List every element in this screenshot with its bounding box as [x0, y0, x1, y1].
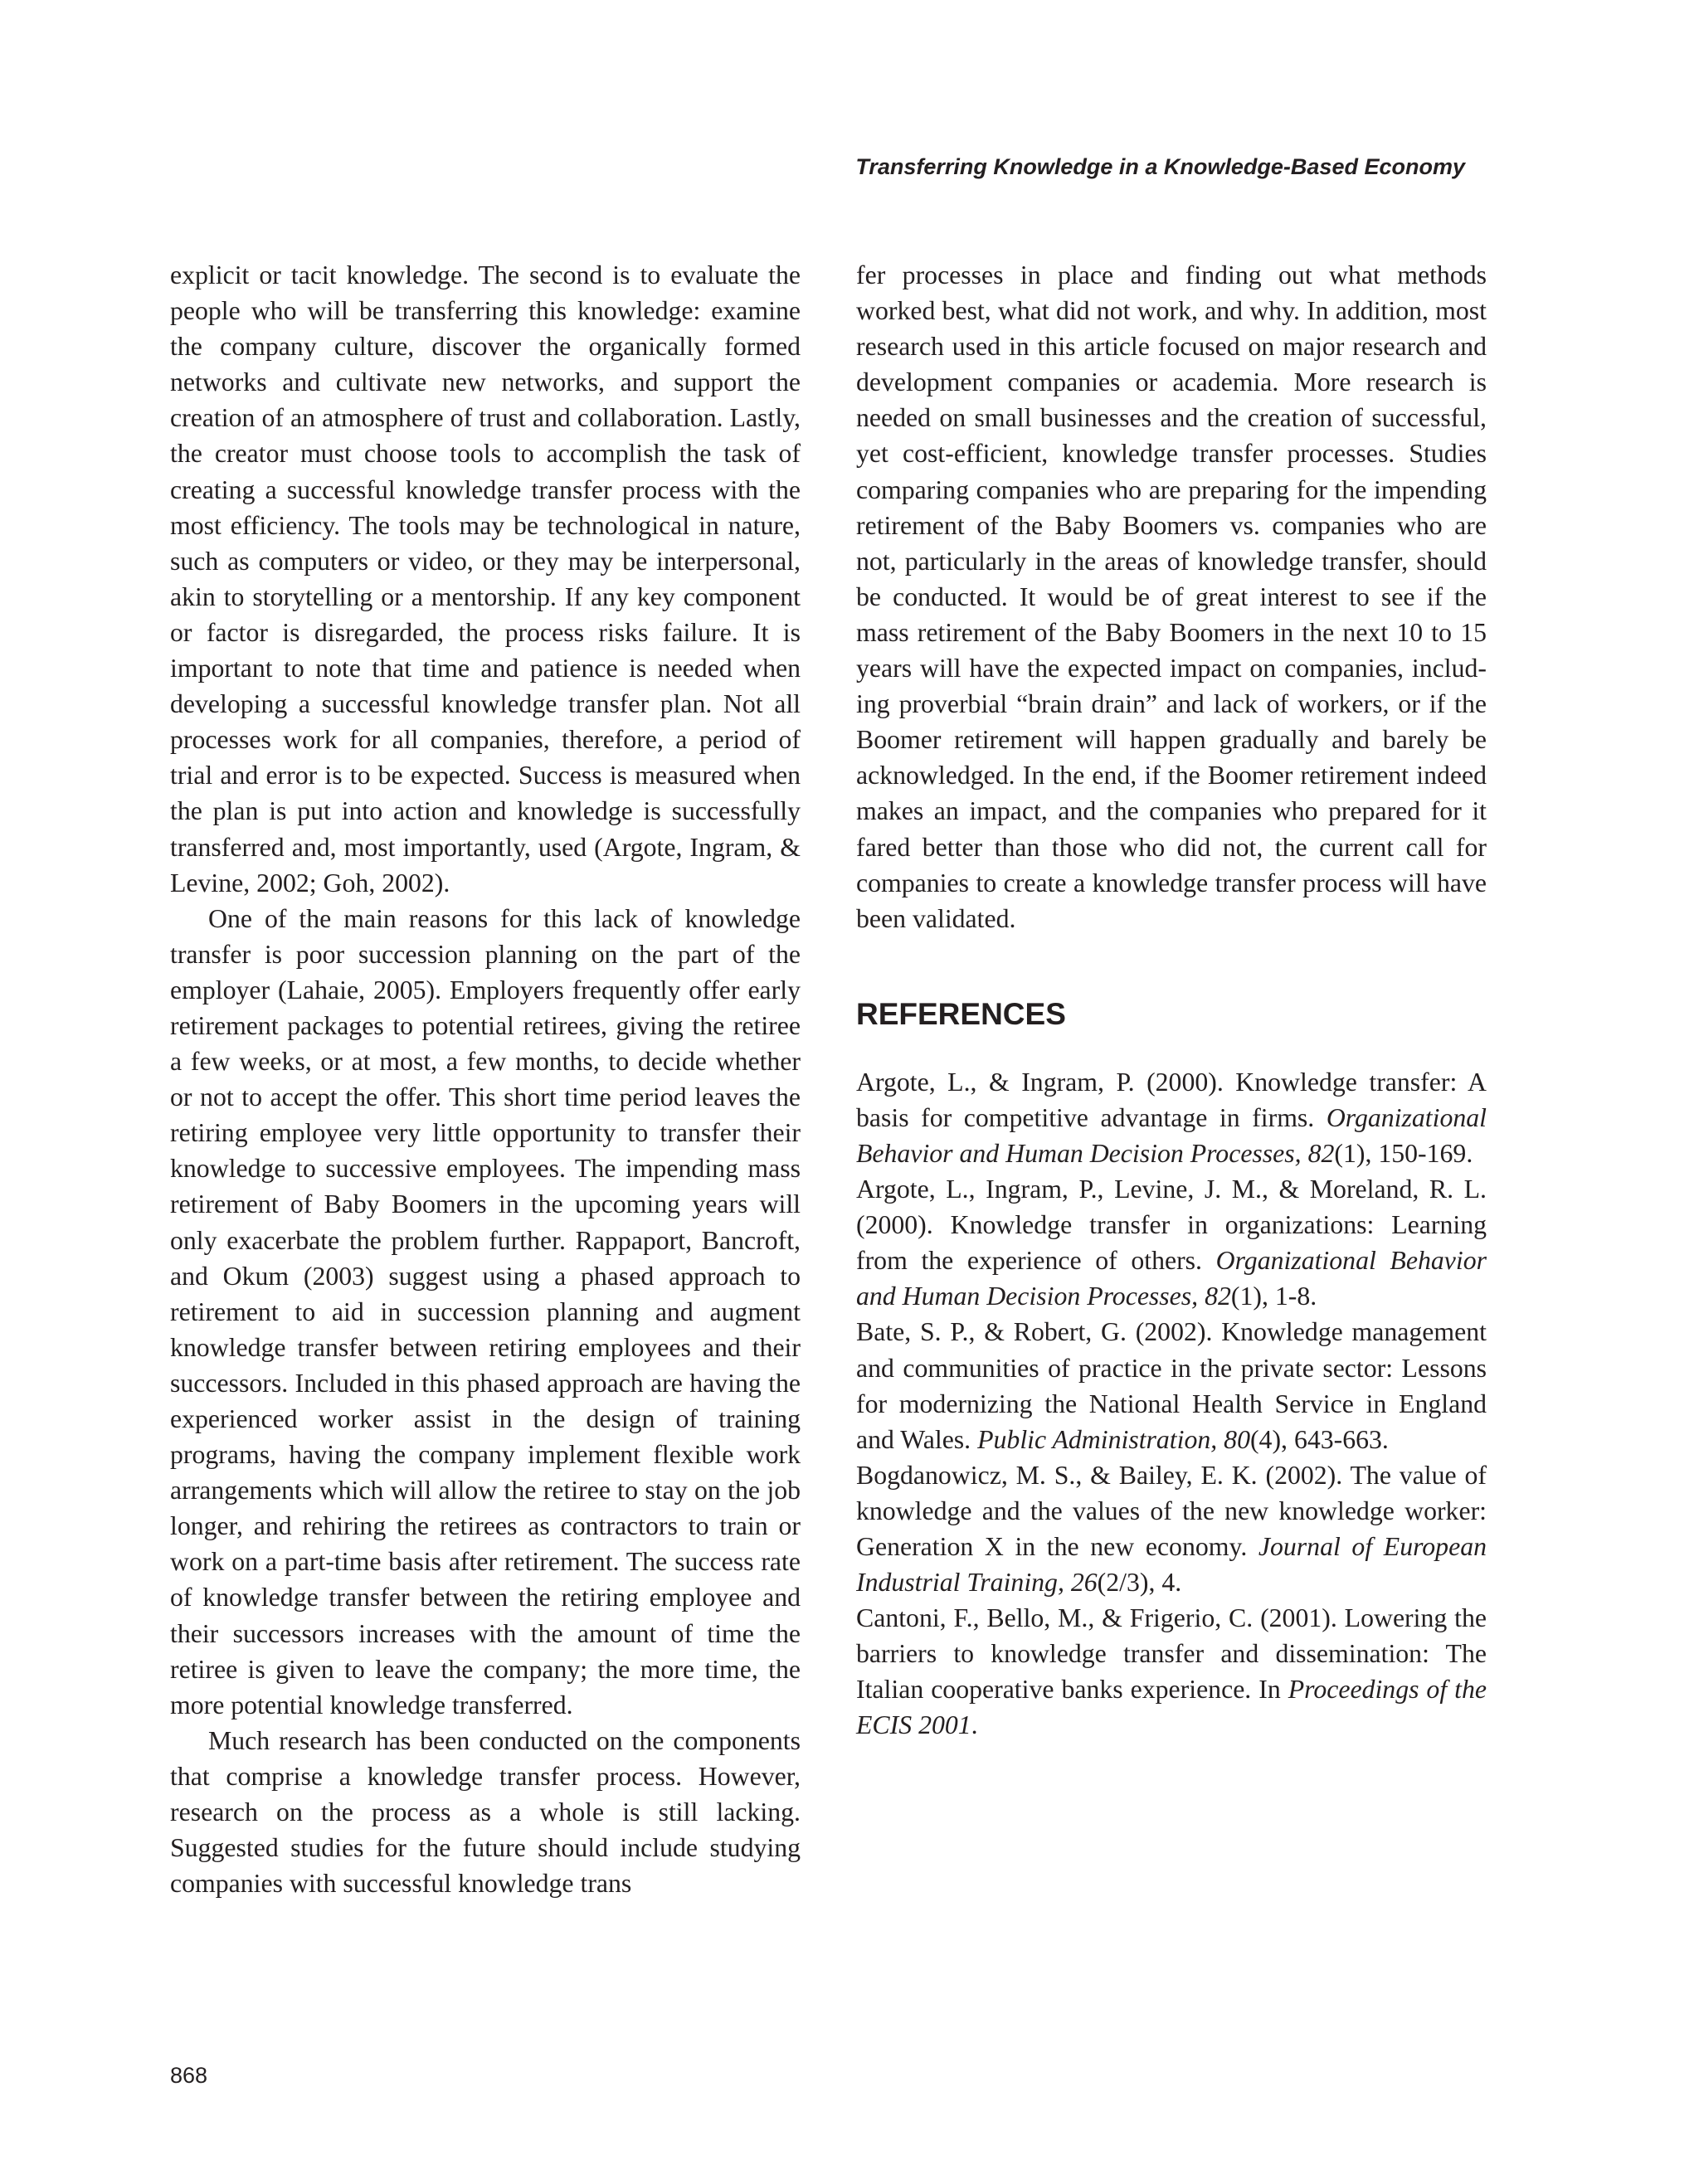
- reference-text: Bate, S. P., & Robert, G. (2002). Knowledge management and communities of practice in the private sector: Lessons for modernizing the National Health Service in England and Wales.: [856, 1317, 1487, 1454]
- reference-journal: Organizational Behavior and Human Decision Processes, 82: [856, 1102, 1487, 1168]
- reference-item: [856, 1457, 1487, 1600]
- body-paragraph-1: explicit or tacit knowledge. The second is to evaluate the people who will be transferring this knowledge: examine the company culture, discover the organically formed networks and cultivate new networks, and support the creation of an atmosphere of trust and collaboration. Lastly, the creator must choose tools to accomplish the task of creating a successful knowledge transfer process with the most efficiency. The tools may be technological in nature, such as computers or video, or they may be interpersonal, akin to storytelling or a mentorship. If any key component or factor is disregarded, the process risks failure. It is important to note that time and patience is needed when developing a successful knowledge transfer plan. Not all processes work for all companies, therefore, a period of trial and error is to be expected. Success is measured when the plan is put into action and knowledge is successfully transferred and, most importantly, used (Argote, Ingram, & Levine, 2002; Goh, 2002).: [170, 260, 801, 897]
- reference-tail: (4), 643-663.: [1249, 1424, 1389, 1454]
- reference-item: [856, 1600, 1487, 1743]
- reference-tail: (1), 150-169.: [1334, 1138, 1473, 1168]
- reference-tail: (2/3), 4.: [1097, 1568, 1182, 1598]
- reference-tail: .: [971, 1710, 978, 1740]
- reference-list: [856, 1064, 1487, 1744]
- reference-journal: Public Administration, 80: [977, 1424, 1250, 1454]
- reference-journal: Journal of European Industrial Training, 26: [856, 1532, 1487, 1598]
- reference-item: [856, 1171, 1487, 1314]
- body-paragraph-4: fer processes in place and finding out what methods worked best, what did not work, and why. In addition, most research used in this article focused on major research and development companies or academia. More research is needed on small businesses and the creation of successful, yet cost-efficient, knowledge transfer processes. Studies comparing companies who are preparing for the impending retirement of the Baby Boomers vs. companies who are not, particularly in the areas of knowledge transfer, should be conducted. It would be of great interest to see if the mass retirement of the Baby Boomers in the next 10 to 15 years will have the expected impact on companies, including proverbial “brain drain” and lack of workers, or if the Boomer retirement will happen gradually and barely be acknowledged. In the end, if the Boomer retirement indeed makes an impact, and the companies who prepared for it fared better than those who did not, the current call for companies to create a knowledge transfer process will have been validated.: [856, 260, 1487, 933]
- reference-text: Cantoni, F., Bello, M., & Frigerio, C. (2001). Lowering the barriers to knowledge transfer and dissemination: The Italian cooperative banks experience. In: [856, 1603, 1487, 1705]
- references-heading: REFERENCES: [856, 996, 1066, 1031]
- reference-text: Argote, L., & Ingram, P. (2000). Knowledge transfer: A basis for competitive advantage in firms.: [856, 1067, 1487, 1132]
- body-paragraph-2: One of the main reasons for this lack of knowledge transfer is poor succession planning on the part of the employer (Lahaie, 2005). Employers frequently offer early retirement packages to potential retirees, giving the retiree a few weeks, or at most, a few months, to decide whether or not to accept the offer. This short time period leaves the retiring employee very little opportunity to transfer their knowledge to successive employees. The impending mass retirement of Baby Boomers in the upcoming years will only exacerbate the problem further. Rappaport, Bancroft, and Okum (2003) suggest using a phased approach to retirement to aid in succession planning and augment knowledge transfer between retiring employees and their successors. Included in this phased approach are having the experienced worker assist in the design of training programs, having the company implement flexible work arrangements which will allow the retiree to stay on the job longer, and rehiring the retirees as contractors to train or work on a part-time basis after retirement. The success rate of knowledge transfer between the retiring employee and their successors increases with the amount of time the retiree is given to leave the company; the more time, the more potential knowledge transferred.: [170, 903, 801, 1719]
- right-column: [856, 257, 1487, 1744]
- reference-text: Argote, L., Ingram, P., Levine, J. M., & Moreland, R. L. (2000). Knowledge transfer in organizations: Learning from the experience of others.: [856, 1175, 1487, 1276]
- reference-journal: Proceedings of the ECIS 2001: [856, 1675, 1487, 1740]
- reference-journal: Organizational Behavior and Human Decision Processes, 82: [856, 1246, 1487, 1311]
- reference-text: Bogdanowicz, M. S., & Bailey, E. K. (2002). The value of knowledge and the values of the new knowledge worker: Generation X in the new economy.: [856, 1460, 1487, 1561]
- running-header: Transferring Knowledge in a Knowledge-Based Economy: [855, 154, 1465, 179]
- page-number: 868: [170, 2063, 208, 2088]
- left-column: [170, 257, 801, 1901]
- body-paragraph-3: Much research has been conducted on the components that comprise a knowledge transfer process. However, research on the process as a whole is still lacking. Suggested studies for the future should include studying companies with successful knowledge trans: [170, 1725, 801, 1899]
- reference-item: [856, 1064, 1487, 1171]
- reference-tail: (1), 1-8.: [1230, 1282, 1317, 1311]
- reference-item: [856, 1314, 1487, 1457]
